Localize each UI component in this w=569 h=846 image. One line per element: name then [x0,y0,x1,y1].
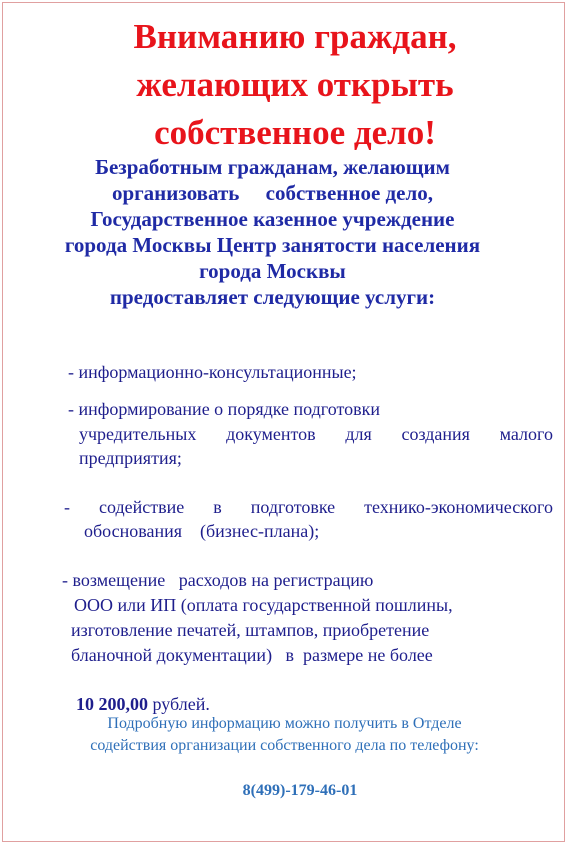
page-title [0,13,569,157]
word: - [64,497,70,517]
service-item-business-plan-line-2: обоснования (бизнес-плана); [84,521,320,541]
intro-line-4: города Москвы Центр занятости населения [64,233,481,257]
word: документов [226,424,316,444]
word: подготовке [250,497,336,517]
intro-line-5: города Москвы [199,259,346,283]
service-item-business-plan-line-1 [64,495,553,519]
service-item-documents-line-2 [79,422,553,446]
intro-line-1: Безработным гражданам, желающим [95,155,450,179]
intro-line-6: предоставляет следующие услуги: [109,285,436,309]
service-item-reimbursement-line-4: бланочной документации) в размере не более [71,645,433,665]
contact-line-2: содействия организации собственного дела по телефону: [90,737,479,754]
word: учредительных [79,424,197,444]
title-line-2: желающих открыть [136,65,454,104]
intro-line-3: Государственное казенное учреждение [90,207,455,231]
contact-line-1: Подробную информацию можно получить в Отделе [107,715,462,732]
intro-paragraph [0,154,545,310]
service-item-reimbursement-line-3: изготовление печатей, штампов, приобретение [71,620,430,640]
phone-number: 8(499)-179-46-01 [242,782,358,799]
service-item-reimbursement-line-2: ООО или ИП (оплата государственной пошлины, [74,595,453,615]
currency-label: рублей. [148,694,210,714]
title-line-1: Вниманию граждан, [133,17,457,56]
amount-value: 10 200,00 [76,694,148,714]
word: создания [401,424,470,444]
service-item-documents-line-1: - информирование о порядке подготовки [68,399,381,419]
service-item-reimbursement-line-5 [67,668,210,716]
service-item-documents-line-3: предприятия; [79,448,182,468]
contact-info [0,713,569,757]
word: для [345,424,372,444]
word: малого [499,424,553,444]
intro-line-2: организовать собственное дело, [111,181,434,205]
word: содействие [99,497,185,517]
word: технико-экономического [364,497,553,517]
title-line-3: собственное дело! [154,113,436,152]
service-item-consulting: - информационно-консультационные; [68,362,357,382]
word: в [213,497,222,517]
service-item-reimbursement-line-1: - возмещение расходов на регистрацию [62,570,374,590]
